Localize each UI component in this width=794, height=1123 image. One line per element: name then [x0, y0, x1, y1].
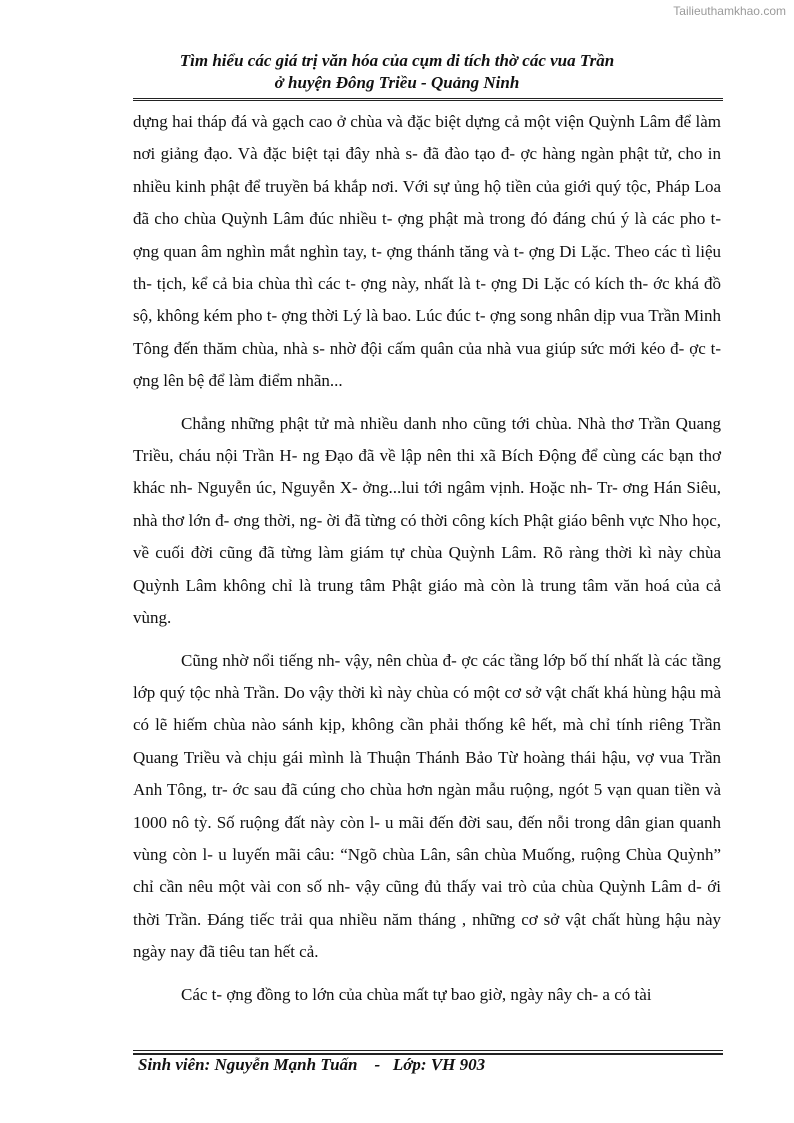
page-footer — [138, 1055, 485, 1075]
paragraph: Chẳng những phật tử mà nhiều danh nho cũng tới chùa. Nhà thơ Trần Quang Triều, cháu nội Trần H- ng Đạo đã về lập nên thi xã Bích Động để cùng các bạn thơ khác nh- Nguyễn úc, Nguyễn X- ởng...lui tới ngâm vịnh. Hoặc nh- Tr- ơng Hán Siêu, nhà thơ lớn đ- ơng thời, ng- ời đã từng có thời công kích Phật giáo bênh vực Nho học, về cuối đời cũng đã từng làm giám tự chùa Quỳnh Lâm. Rõ ràng thời kì này chùa Quỳnh Lâm không chỉ là trung tâm Phật giáo mà còn là trung tâm văn hoá của cả vùng. — [133, 413, 721, 628]
header-title-line-1: Tìm hiểu các giá trị văn hóa của cụm di tích thờ các vua Trần — [179, 51, 615, 70]
footer-separator: - — [374, 1055, 381, 1074]
paragraph: Các t- ợng đồng to lớn của chùa mất tự bao giờ, ngày nây ch- a có tài — [181, 984, 652, 1004]
header-title-line-2: ở huyện Đông Triều - Quảng Ninh — [274, 73, 520, 92]
paragraph: dựng hai tháp đá và gạch cao ở chùa và đặc biệt dựng cả một viện Quỳnh Lâm để làm nơi giảng đạo. Và đặc biệt tại đây nhà s- đã đào tạo đ- ợc hàng ngàn phật tử, cho in nhiều kinh phật để truyền bá khắp nơi. Với sự ủng hộ tiền của giới quý tộc, Pháp Loa đã cho chùa Quỳnh Lâm đúc nhiều t- ợng phật mà trong đó đáng chú ý là các pho t- ợng quan âm nghìn mắt nghìn tay, t- ợng thánh tăng và t- ợng Di Lặc. Theo các tì liệu th- tịch, kể cả bia chùa thì các t- ợng này, nhất là t- ợng Di Lặc có kích th- ớc khá đồ sộ, không kém pho t- ợng thời Lý là bao. Lúc đúc t- ợng song nhân dịp vua Trần Minh Tông đến thăm chùa, nhà s- nhờ đội cấm quân của nhà vua giúp sức mới kéo đ- ợc t- ợng lên bệ để làm điểm nhãn... — [133, 112, 721, 391]
watermark: Tailieuthamkhao.com — [673, 4, 786, 18]
header-divider-double — [133, 100, 723, 101]
document-body — [133, 106, 721, 1021]
page-header — [0, 50, 794, 94]
footer-divider — [133, 1050, 723, 1051]
header-divider — [133, 98, 723, 99]
paragraph: Cũng nhờ nổi tiếng nh- vậy, nên chùa đ- ợc các tầng lớp bố thí nhất là các tầng lớp quý tộc nhà Trần. Do vậy thời kì này chùa có một cơ sở vật chất khá hùng hậu mà có lẽ hiếm chùa nào sánh kịp, không cần phải thống kê hết, mà chỉ tính riêng Trần Quang Triều và chịu gái mình là Thuận Thánh Bảo Từ hoàng thái hậu, vợ vua Trần Anh Tông, tr- ớc sau đã cúng cho chùa hơn ngàn mẫu ruộng, ngót 5 vạn quan tiền và 1000 nô tỳ. Số ruộng đất này còn l- u mãi đến đời sau, đến nỗi trong dân gian quanh vùng còn l- u luyến mãi câu: “Ngõ chùa Lân, sân chùa Muống, ruộng Chùa Quỳnh” chỉ cần nêu một vài con số nh- vậy cũng đủ thấy vai trò của chùa Quỳnh Lâm d- ới thời Trần. Đáng tiếc trải qua nhiều năm tháng , những cơ sở vật chất hùng hậu này ngày nay đã tiêu tan hết cả. — [133, 650, 721, 962]
footer-class: Lớp: VH 903 — [392, 1055, 486, 1074]
footer-student: Sinh viên: Nguyễn Mạnh Tuấn — [138, 1055, 358, 1074]
